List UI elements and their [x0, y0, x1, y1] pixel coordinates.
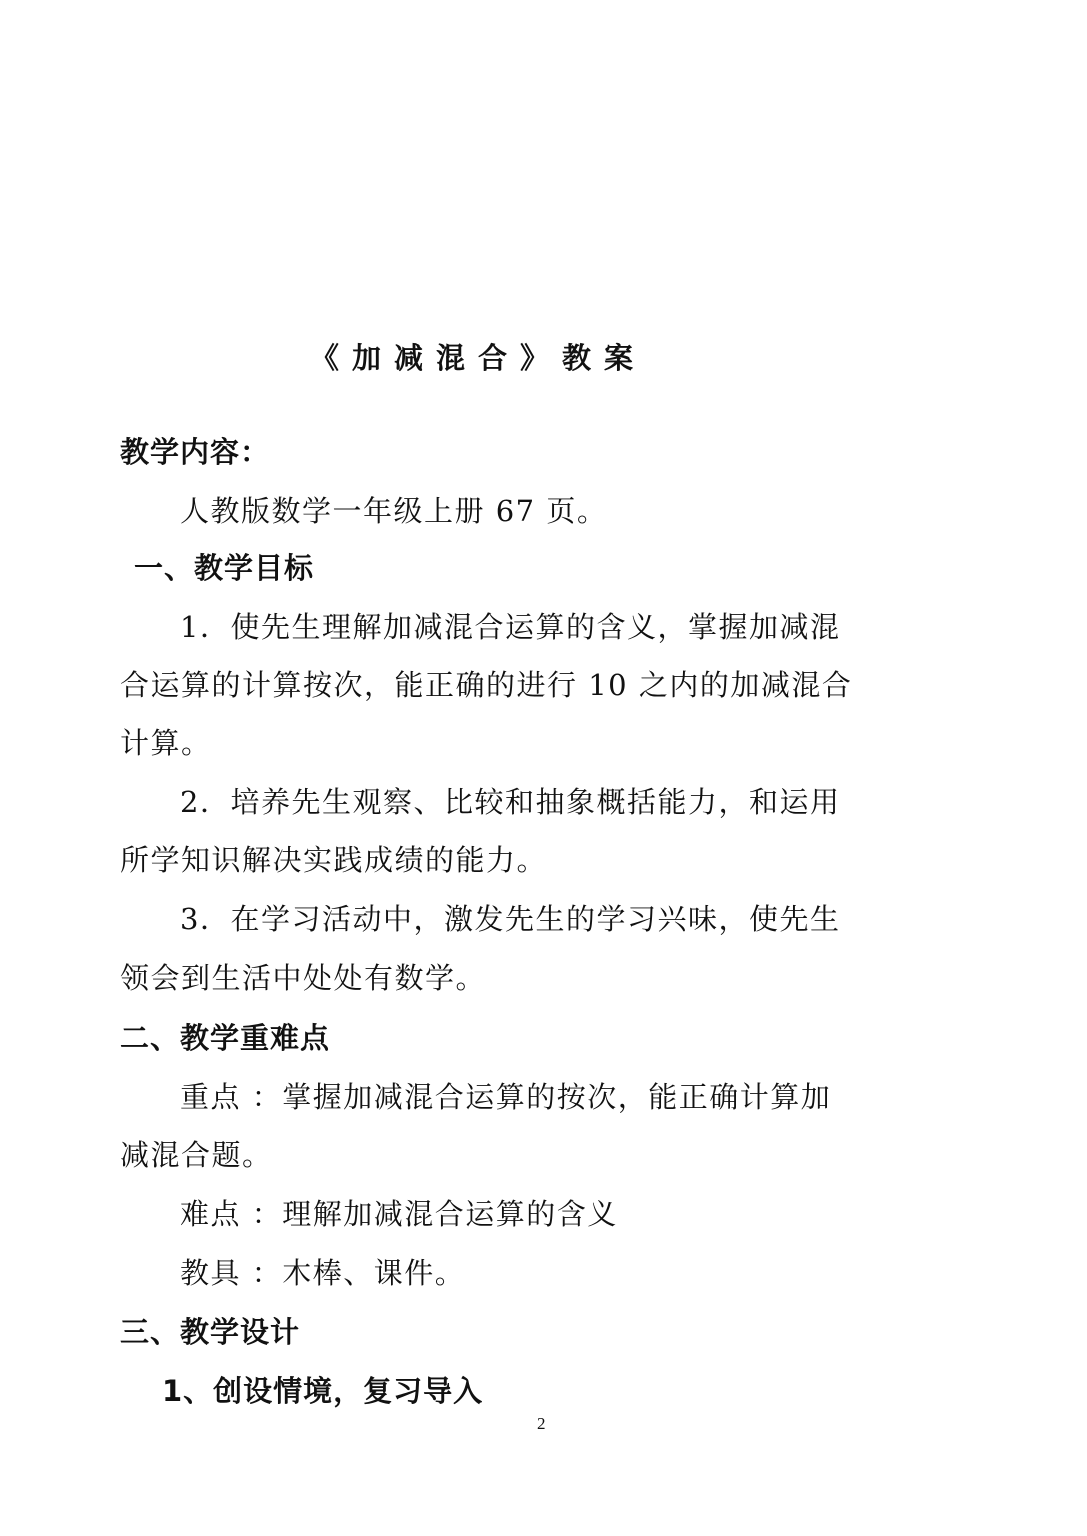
section2-heading: 二、教学重难点: [120, 1021, 331, 1055]
goal3-line1: 3．在学习活动中，激发先生的学习兴味，使先生: [180, 902, 841, 936]
section3-heading: 三、教学设计: [120, 1315, 301, 1349]
key-point-line1: 重点 ：掌握加减混合运算的按次，能正确计算加: [180, 1080, 832, 1114]
goal1-line2: 合运算的计算按次，能正确的进行 10 之内的加减混合: [120, 668, 853, 702]
goal2-line2: 所学知识解决实践成绩的能力。: [120, 843, 548, 877]
document-title: 《加减混合》教案: [310, 341, 647, 375]
goal1-line1: 1．使先生理解加减混合运算的含义，掌握加减混: [180, 610, 841, 644]
teaching-content-heading: 教学内容：: [120, 435, 271, 469]
key-point-line2: 减混合题。: [120, 1138, 273, 1172]
teaching-tools-line: 教具 ：木棒、课件。: [180, 1256, 466, 1290]
teaching-content-text: 人教版数学一年级上册 67 页。: [180, 494, 608, 528]
goal3-line2: 领会到生活中处处有数学。: [120, 961, 487, 995]
subsection1-heading: 1、创设情境，复习导入: [162, 1374, 484, 1408]
goal2-line1: 2．培养先生观察、比较和抽象概括能力，和运用: [180, 785, 841, 819]
difficulty-line: 难点 ：理解加减混合运算的含义: [180, 1197, 618, 1231]
section1-heading: 一、教学目标: [134, 551, 315, 585]
page-number: 2: [537, 1414, 546, 1433]
goal1-line3: 计算。: [120, 726, 212, 760]
